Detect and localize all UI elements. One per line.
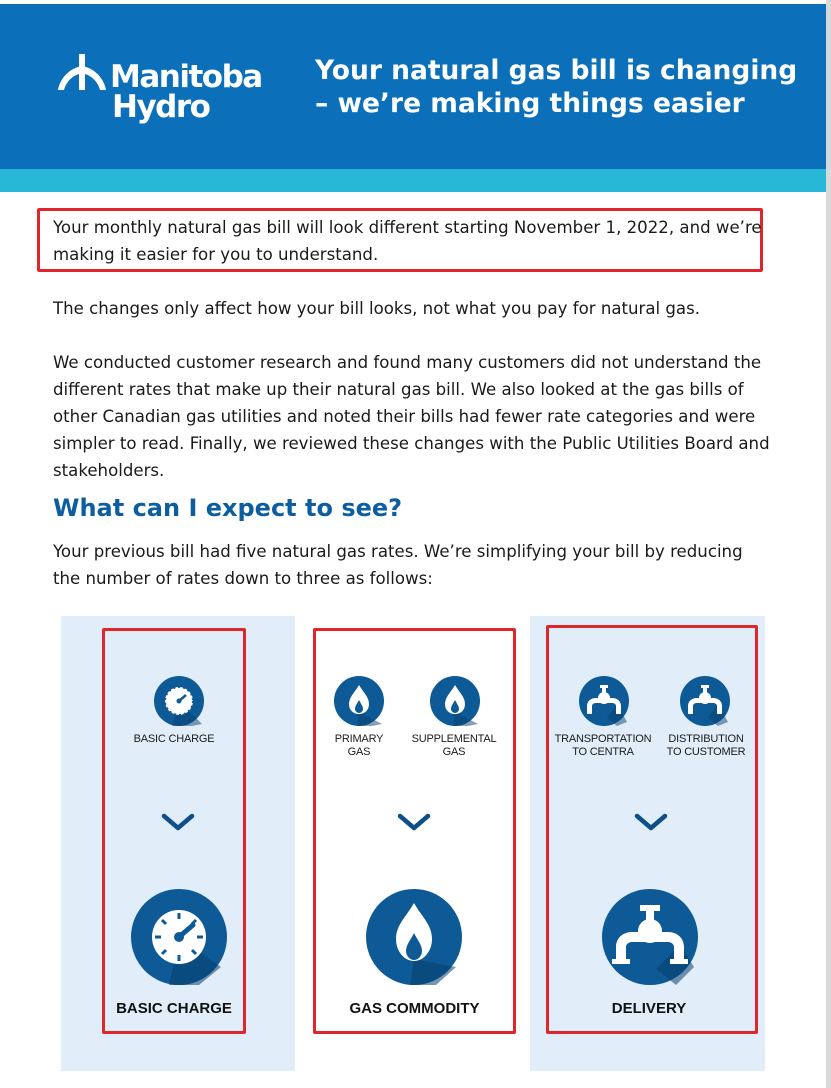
gauge-icon	[152, 674, 206, 728]
logo-line-2: Hydro	[112, 89, 210, 125]
logo-line-1: Manitoba	[110, 59, 262, 95]
new-rate-label: GAS COMMODITY	[349, 1000, 480, 1017]
page-title: Your natural gas bill is changing – we’re making things easier	[315, 55, 798, 119]
research-paragraph: We conducted customer research and found many customers did not understand the different rates that make up their natural gas bill. We also looked at the gas bills of other Canadian gas utilities and noted their bills had fewer rate categories and were simpler to read. Finally, we reviewed these changes with the Public Utilities Board and stakeholders.	[53, 353, 770, 480]
flame-icon	[364, 887, 464, 987]
old-rate-label: DISTRIBUTION TO CUSTOMER	[666, 733, 746, 758]
section-heading: What can I expect to see?	[53, 494, 403, 522]
pipe-valve-icon	[600, 887, 700, 987]
new-rate-label: BASIC CHARGE	[116, 1000, 232, 1017]
chevron-down-icon	[396, 811, 432, 833]
flame-icon	[332, 674, 386, 728]
chevron-down-icon	[160, 811, 196, 833]
old-rate-label: BASIC CHARGE	[133, 733, 215, 745]
intro-paragraph: Your monthly natural gas bill will look different starting November 1, 2022, and we’re making it easier for you to understand.	[53, 218, 762, 264]
gas-commodity-card	[313, 628, 516, 1034]
flame-icon	[428, 674, 482, 728]
pipe-valve-icon	[678, 674, 732, 728]
old-rate-label: PRIMARY GAS	[334, 733, 384, 758]
manitoba-hydro-logo	[54, 50, 274, 130]
section-body: Your previous bill had five natural gas rates. We’re simplifying your bill by reducing the number of rates down to three as follows:	[53, 542, 743, 588]
pipe-valve-icon	[577, 674, 631, 728]
old-rate-label: SUPPLEMENTAL GAS	[411, 733, 497, 758]
header-accent-strip	[0, 169, 826, 192]
page-right-rail	[826, 0, 831, 1088]
hydro-tower-icon	[54, 52, 110, 100]
changes-paragraph: The changes only affect how your bill looks, not what you pay for natural gas.	[53, 299, 701, 318]
basic-charge-card	[102, 628, 246, 1034]
new-rate-label: DELIVERY	[611, 1000, 687, 1017]
delivery-card	[546, 625, 758, 1034]
old-rate-label: TRANSPORTATION TO CENTRA	[554, 733, 652, 758]
gauge-icon	[129, 887, 229, 987]
chevron-down-icon	[633, 811, 669, 833]
